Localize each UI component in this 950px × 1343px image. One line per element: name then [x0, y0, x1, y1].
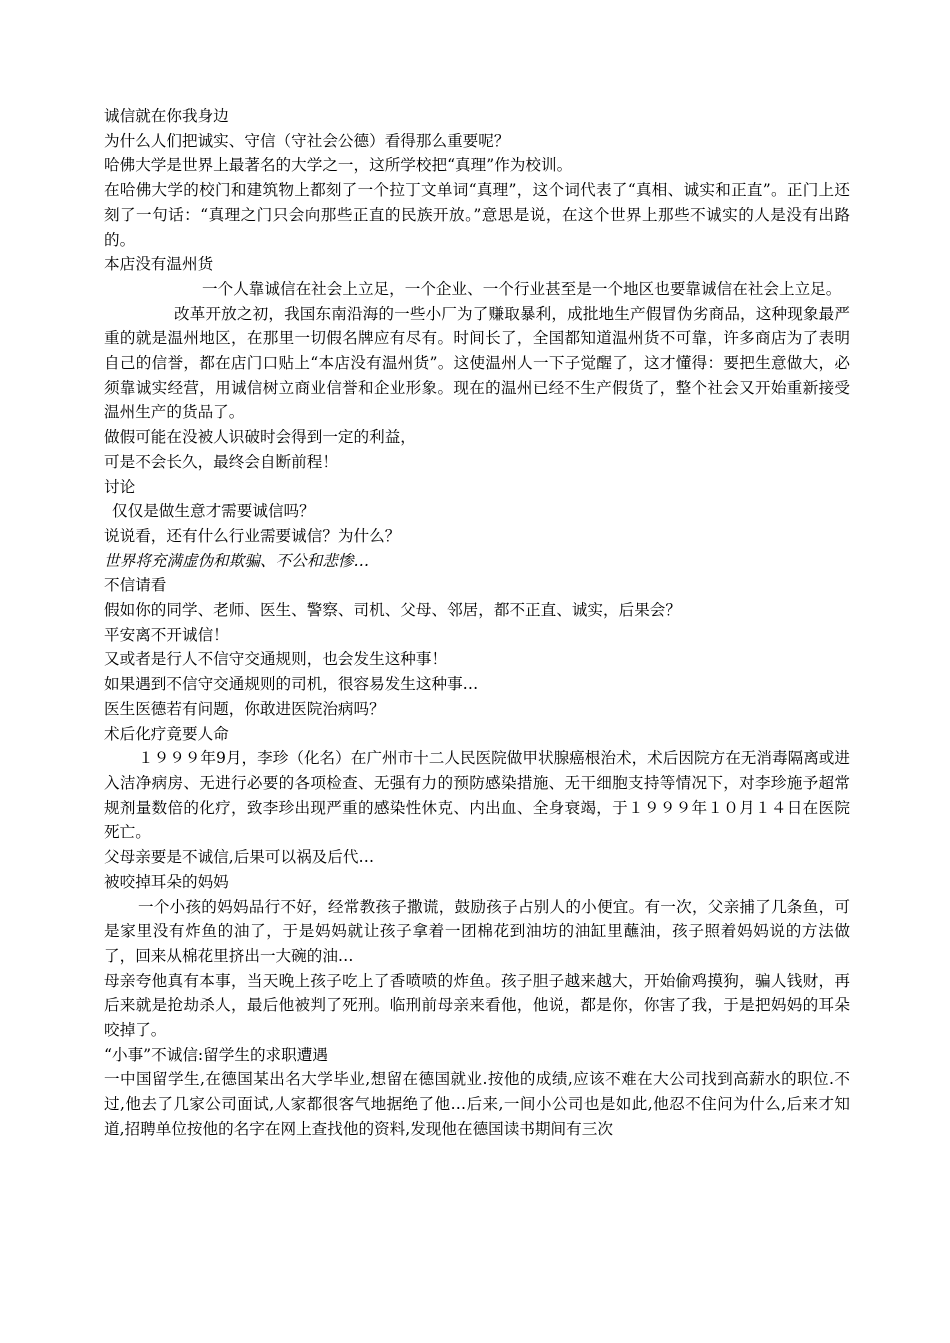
parents-line: 父母亲要是不诚信,后果可以祸及后代… [104, 848, 375, 867]
driver-line: 如果遇到不信守交通规则的司机，很容易发生这种事… [104, 675, 479, 694]
heading-see-for-yourself: 不信请看 [104, 576, 167, 595]
pedestrian-line: 又或者是行人不信守交通规则，也会发生这种事！ [104, 650, 448, 669]
heading-no-wenzhou-goods: 本店没有温州货 [104, 255, 214, 274]
what-if-line: 假如你的同学、老师、医生、警察、司机、父母、邻居，都不正直、诚实，后果会？ [104, 601, 681, 620]
heading-student-job: “小事”不诚信:留学生的求职遭遇 [104, 1045, 328, 1064]
fake-profit-line: 做假可能在没被人识破时会得到一定的利益， [104, 428, 416, 447]
heading-discussion: 讨论 [104, 477, 136, 496]
harvard-motto: 哈佛大学是世界上最著名的大学之一，这所学校把“真理”作为校训。 [104, 156, 573, 175]
bitten-ear-paragraph-1: 一个小孩的妈妈品行不好，经常教孩子撒谎，鼓励孩子占别人的小便宜。有一次，父亲捕了几条鱼，可是家里没有炸鱼的油了，于是妈妈就让孩子拿着一团棉花到油坊的油缸里蘸油，孩子照着妈妈说的方法做了，回来从棉花里挤出一大碗的油… [104, 897, 850, 965]
integrity-foundation-paragraph: 一个人靠诚信在社会上立足，一个企业、一个行业甚至是一个地区也要靠诚信在社会上立足。 [202, 279, 842, 298]
discussion-question-1: 仅仅是做生意才需要诚信吗？ [112, 502, 315, 521]
not-last-line: 可是不会长久，最终会自断前程！ [104, 452, 338, 471]
discussion-question-2: 说说看，还有什么行业需要诚信？为什么？ [104, 526, 401, 545]
chemo-case-paragraph: １９９９年9月，李珍（化名）在广州市十二人民医院做甲状腺癌根治术，术后因院方在无消毒隔离或进入洁净病房、无进行必要的各项检查、无强有力的预防感染措施、无干细胞支持等情况下，对李珍施予超常规剂量数倍的化疗，致李珍出现严重的感染性休克、内出血、全身衰竭，于１９９９年１０月１４日在医院死亡。 [104, 749, 850, 842]
wenzhou-story-paragraph: 改革开放之初，我国东南沿海的一些小厂为了赚取暴利，成批地生产假冒伪劣商品，这种现象最严重的就是温州地区，在那里一切假名牌应有尽有。时间长了，全国都知道温州货不可靠，许多商店为了表明自己的信誉，都在店门口贴上“本店没有温州货”。这使温州人一下子觉醒了，这才懂得：要把生意做大，必须靠诚实经营，用诚信树立商业信誉和企业形象。现在的温州已经不生产假货了，整个社会又开始重新接受温州生产的货品了。 [104, 304, 850, 422]
heading-bitten-ear: 被咬掉耳朵的妈妈 [104, 872, 229, 891]
question-why-honesty: 为什么人们把诚实、守信（守社会公德）看得那么重要呢？ [104, 131, 510, 150]
bitten-ear-paragraph-2: 母亲夸他真有本事，当天晚上孩子吃上了香喷喷的炸鱼。孩子胆子越来越大，开始偷鸡摸狗，骗人钱财，再后来就是抢劫杀人，最后他被判了死刑。临刑前母亲来看他，他说，都是你，你害了我，于是把妈妈的耳朵咬掉了。 [104, 971, 850, 1040]
doctor-ethics-line: 医生医德若有问题，你敢进医院治病吗？ [104, 699, 385, 718]
heading-chemo-case: 术后化疗竟要人命 [104, 724, 229, 743]
world-full-of-deceit: 世界将充满虚伪和欺骗、不公和悲惨… [104, 551, 370, 570]
document-body [104, 104, 850, 1142]
safety-needs-honesty: 平安离不开诚信！ [104, 625, 229, 644]
heading-honesty-around-us: 诚信就在你我身边 [104, 107, 229, 125]
harvard-paragraph: 在哈佛大学的校门和建筑物上都刻了一个拉丁文单词“真理”，这个词代表了“真相、诚实和正直”。正门上还刻了一句话：“真理之门只会向那些正直的民族开放。”意思是说，在这个世界上那些不诚实的人是没有出路的。 [104, 181, 850, 249]
student-job-paragraph: 一中国留学生,在德国某出名大学毕业,想留在德国就业.按他的成绩,应该不难在大公司找到高薪水的职位.不过,他去了几家公司面试,人家都很客气地据绝了他…后来,一间小公司也是如此,他忍不住问为什么,后来才知道,招聘单位按他的名字在网上查找他的资料,发现他在德国读书期间有三次 [104, 1070, 850, 1138]
